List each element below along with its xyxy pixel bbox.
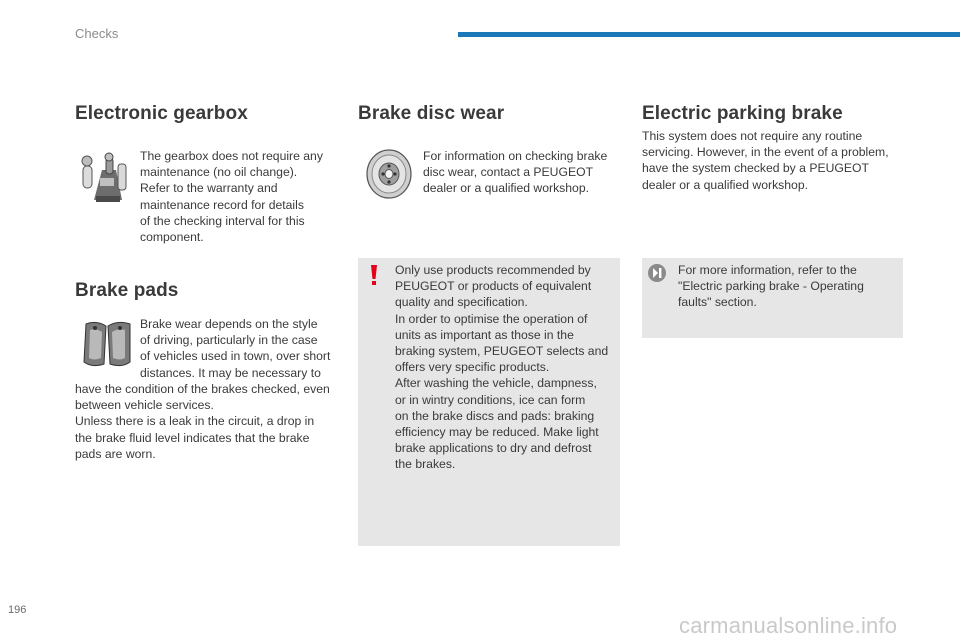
pads-title: Brake pads bbox=[75, 280, 179, 301]
gearbox-text: The gearbox does not require any maintenance (no oil change). Refer to the warranty and maintenance record for details of the checking interval for this component. bbox=[140, 149, 323, 245]
exclamation-icon bbox=[368, 264, 380, 286]
watermark: carmanualsonline.info bbox=[679, 613, 898, 638]
pads-text: Brake wear depends on the style of driving, particularly in the case of vehicles used in town, over short distances. It may be necessary to bbox=[140, 317, 331, 380]
section-header: Checks bbox=[75, 26, 119, 41]
header-accent-bar bbox=[458, 32, 960, 37]
page-number: 196 bbox=[8, 604, 27, 616]
epb-title: Electric parking brake bbox=[642, 103, 843, 124]
brake-pads-icon bbox=[80, 318, 134, 370]
info-text: For more information, refer to the "Electric parking brake - Operating faults" section. bbox=[678, 263, 864, 310]
gear-lever-icon bbox=[80, 152, 130, 206]
gearbox-title: Electronic gearbox bbox=[75, 103, 248, 124]
warning-text: Only use products recommended by PEUGEOT or products of equivalent quality and specification. In order to optimise the operation of units as important as those in the braking system, PEUGEOT selects and offers very specific products. After washing the vehicle, dampness, or in wintry conditions, ice can form on the brake discs and pads: braking efficiency may be reduced. Make light brake applications to dry and defrost the brakes. bbox=[395, 263, 609, 472]
pads-text-continued: have the condition of the brakes checked, even between vehicle services. Unless there is a leak in the circuit, a drop in the brake fluid level indicates that the brake pads are worn. bbox=[75, 382, 330, 461]
brake-disc-icon bbox=[364, 148, 414, 200]
disc-title: Brake disc wear bbox=[358, 103, 505, 124]
epb-text: This system does not require any routine servicing. However, in the event of a problem, have the system checked by a PEUGEOT dealer or a qualified workshop. bbox=[642, 129, 889, 192]
info-arrow-icon bbox=[647, 263, 667, 283]
disc-text: For information on checking brake disc wear, contact a PEUGEOT dealer or a qualified workshop. bbox=[423, 149, 608, 196]
